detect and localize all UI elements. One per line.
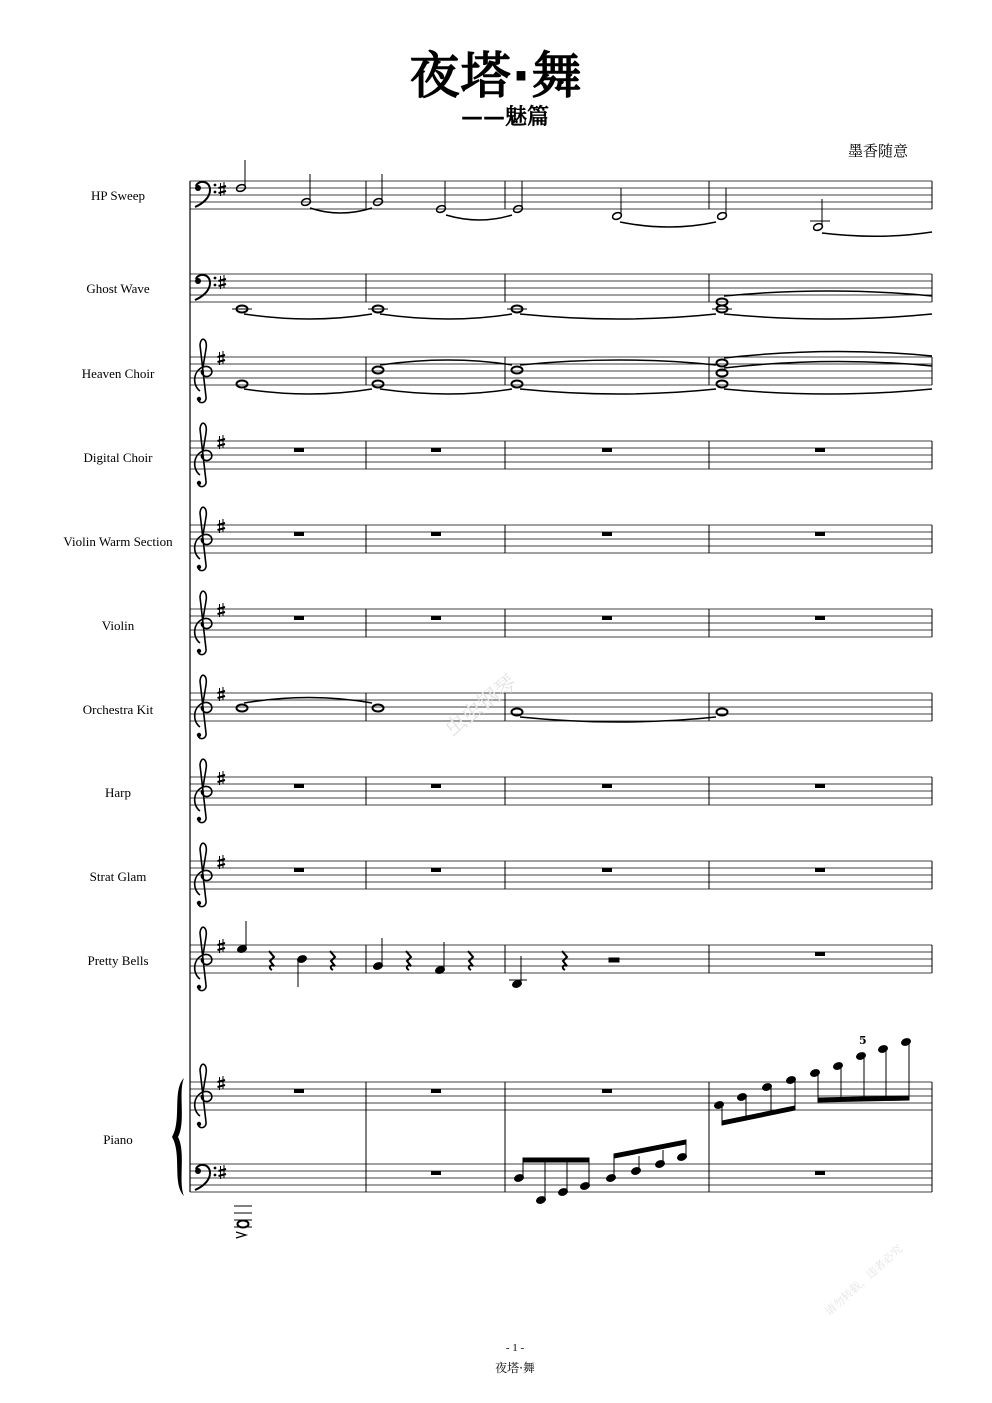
whole-rest-icon xyxy=(294,868,304,872)
sharp-icon xyxy=(218,687,226,701)
instrument-name-digital-choir: Digital Choir xyxy=(83,450,153,465)
watermark-center: 虫虫钢琴 xyxy=(440,670,522,742)
instrument-name-pretty-bells: Pretty Bells xyxy=(87,953,149,968)
whole-rest-icon xyxy=(602,1089,612,1093)
score-subtitle: ——魅篇 xyxy=(460,105,549,130)
tuplet-number: 5 xyxy=(859,1034,867,1047)
instrument-name-heaven-choir: Heaven Choir xyxy=(81,366,155,381)
whole-rest-icon xyxy=(431,448,441,452)
whole-rest-icon xyxy=(602,616,612,620)
instrument-name-harp: Harp xyxy=(105,785,131,800)
sharp-icon xyxy=(219,275,227,289)
sharp-icon xyxy=(219,182,227,196)
whole-rest-icon xyxy=(815,448,825,452)
instrument-name-hp-sweep: HP Sweep xyxy=(90,188,146,203)
sharp-icon xyxy=(218,351,226,365)
whole-rest-icon xyxy=(431,1171,441,1175)
whole-rest-icon xyxy=(431,784,441,788)
whole-rest-icon xyxy=(431,532,441,536)
piano-brace xyxy=(172,1078,184,1196)
whole-rest-icon xyxy=(294,616,304,620)
score-title: 夜塔·舞 xyxy=(409,47,583,105)
whole-rest-icon xyxy=(815,784,825,788)
sharp-icon xyxy=(218,855,226,869)
page-number: - 1 - xyxy=(505,1342,525,1354)
whole-rest-icon xyxy=(815,952,825,956)
whole-rest-icon xyxy=(815,532,825,536)
whole-rest-icon xyxy=(602,532,612,536)
sharp-icon xyxy=(218,771,226,785)
composer-name: 墨香随意 xyxy=(848,142,909,160)
sharp-icon xyxy=(218,1076,226,1090)
whole-rest-icon xyxy=(431,868,441,872)
bass-clef-icon xyxy=(195,1165,216,1190)
whole-rest-icon xyxy=(294,532,304,536)
whole-rest-icon xyxy=(815,616,825,620)
bass-clef-icon xyxy=(195,275,216,300)
sharp-icon xyxy=(218,603,226,617)
whole-rest-icon xyxy=(815,1171,825,1175)
bass-clef-icon xyxy=(195,182,216,207)
whole-rest-icon xyxy=(294,784,304,788)
whole-rest-icon xyxy=(294,448,304,452)
sharp-icon xyxy=(219,1165,227,1179)
sharp-icon xyxy=(218,435,226,449)
watermark-corner: 请勿转载，违者必究 xyxy=(822,1242,905,1319)
instrument-name-orchestra-kit: Orchestra Kit xyxy=(82,702,154,717)
sharp-icon xyxy=(218,939,226,953)
whole-rest-icon xyxy=(602,448,612,452)
instrument-name-violin: Violin xyxy=(101,618,135,633)
instrument-name-violin-warm-section: Violin Warm Section xyxy=(63,534,173,549)
instrument-name-ghost-wave: Ghost Wave xyxy=(86,281,150,296)
whole-rest-icon xyxy=(294,1089,304,1093)
whole-rest-icon xyxy=(431,1089,441,1093)
whole-rest-icon xyxy=(602,868,612,872)
instrument-name-piano: Piano xyxy=(103,1132,133,1147)
whole-rest-icon xyxy=(602,784,612,788)
instrument-name-strat-glam: Strat Glam xyxy=(89,869,147,884)
sharp-icon xyxy=(218,519,226,533)
whole-rest-icon xyxy=(815,868,825,872)
whole-rest-icon xyxy=(431,616,441,620)
footer-title: 夜塔·舞 xyxy=(495,1361,535,1375)
